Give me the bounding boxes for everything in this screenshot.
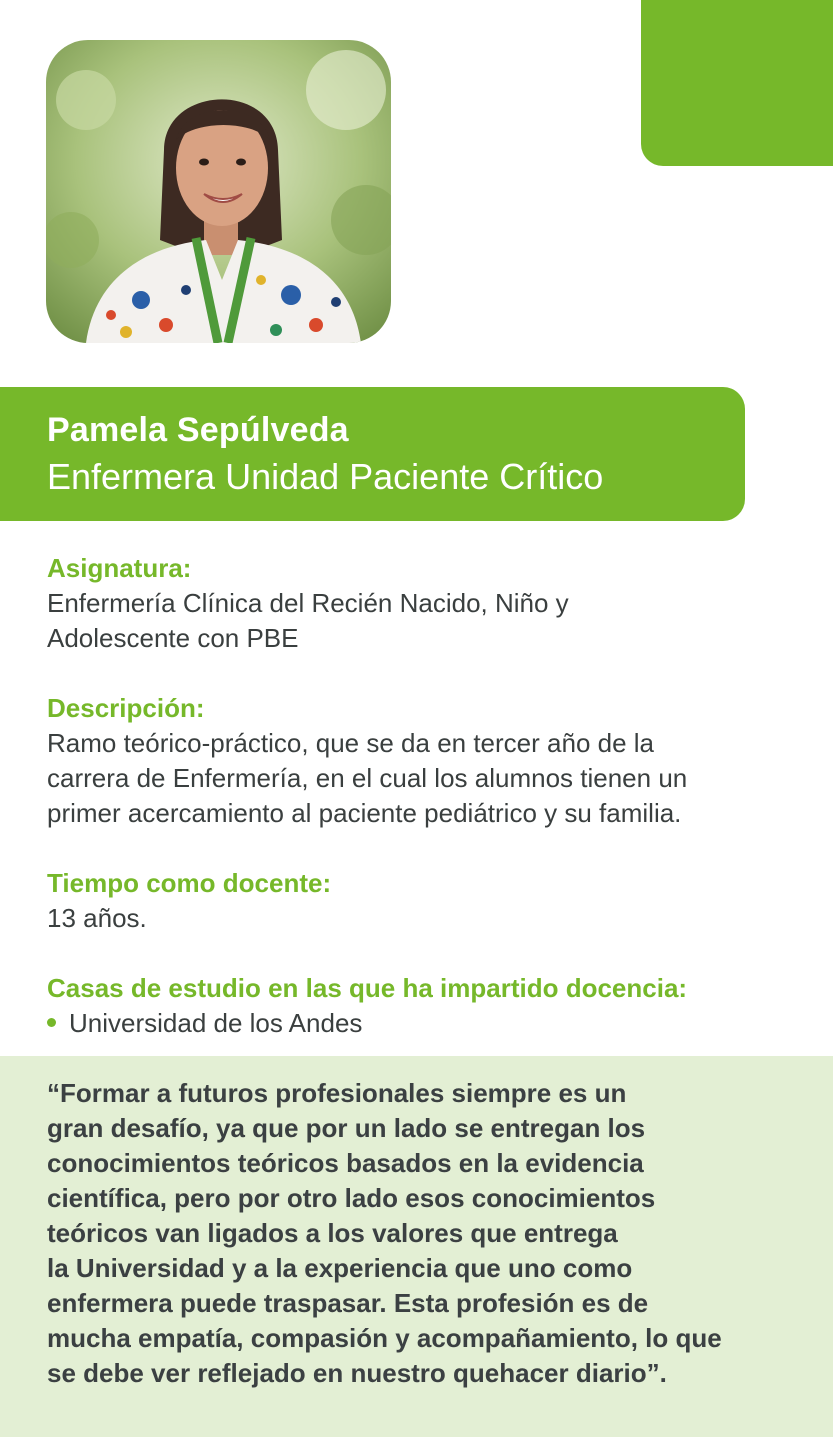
casas-item: Universidad de los Andes <box>69 1008 363 1038</box>
quote-line: enfermera puede traspasar. Esta profesión es de <box>47 1288 649 1318</box>
descripcion-line: primer acercamiento al paciente pediátrico y su familia. <box>47 798 682 828</box>
quote-line: conocimientos teóricos basados en la evidencia <box>47 1148 644 1178</box>
corner-accent-block <box>641 0 833 166</box>
asignatura-line: Enfermería Clínica del Recién Nacido, Niño y <box>47 588 569 618</box>
profile-role: Enfermera Unidad Paciente Crítico <box>47 456 604 497</box>
quote-line: “Formar a futuros profesionales siempre es un <box>47 1078 627 1108</box>
quote-line: científica, pero por otro lado esos conocimientos <box>47 1183 656 1213</box>
descripcion-value <box>47 726 807 831</box>
profile-photo <box>46 40 391 343</box>
quote-line: la Universidad y a la experiencia que uno como <box>47 1253 633 1283</box>
profile-name: Pamela Sepúlveda <box>47 411 349 449</box>
asignatura-label: Asignatura: <box>47 553 192 583</box>
tiempo-value: 13 años. <box>47 903 147 933</box>
bullet-icon <box>47 1018 56 1027</box>
tiempo-section <box>47 866 807 936</box>
tiempo-label: Tiempo como docente: <box>47 868 332 898</box>
quote-line: teóricos van ligados a los valores que entrega <box>47 1218 618 1248</box>
casas-label: Casas de estudio en las que ha impartido docencia: <box>47 973 688 1003</box>
name-banner <box>0 387 745 521</box>
quote-text <box>47 1076 807 1391</box>
descripcion-section <box>47 691 807 831</box>
descripcion-line: carrera de Enfermería, en el cual los alumnos tienen un <box>47 763 688 793</box>
quote-line: gran desafío, ya que por un lado se entregan los <box>47 1113 646 1143</box>
list-item <box>47 1006 807 1041</box>
asignatura-section <box>47 551 807 656</box>
casas-section <box>47 971 807 1041</box>
quote-line: se debe ver reflejado en nuestro quehacer diario”. <box>47 1358 667 1388</box>
quote-line: mucha empatía, compasión y acompañamiento, lo que <box>47 1323 722 1353</box>
descripcion-line: Ramo teórico-práctico, que se da en tercer año de la <box>47 728 655 758</box>
asignatura-line: Adolescente con PBE <box>47 623 299 653</box>
descripcion-label: Descripción: <box>47 693 205 723</box>
quote-panel <box>0 1056 833 1437</box>
asignatura-value <box>47 586 807 656</box>
